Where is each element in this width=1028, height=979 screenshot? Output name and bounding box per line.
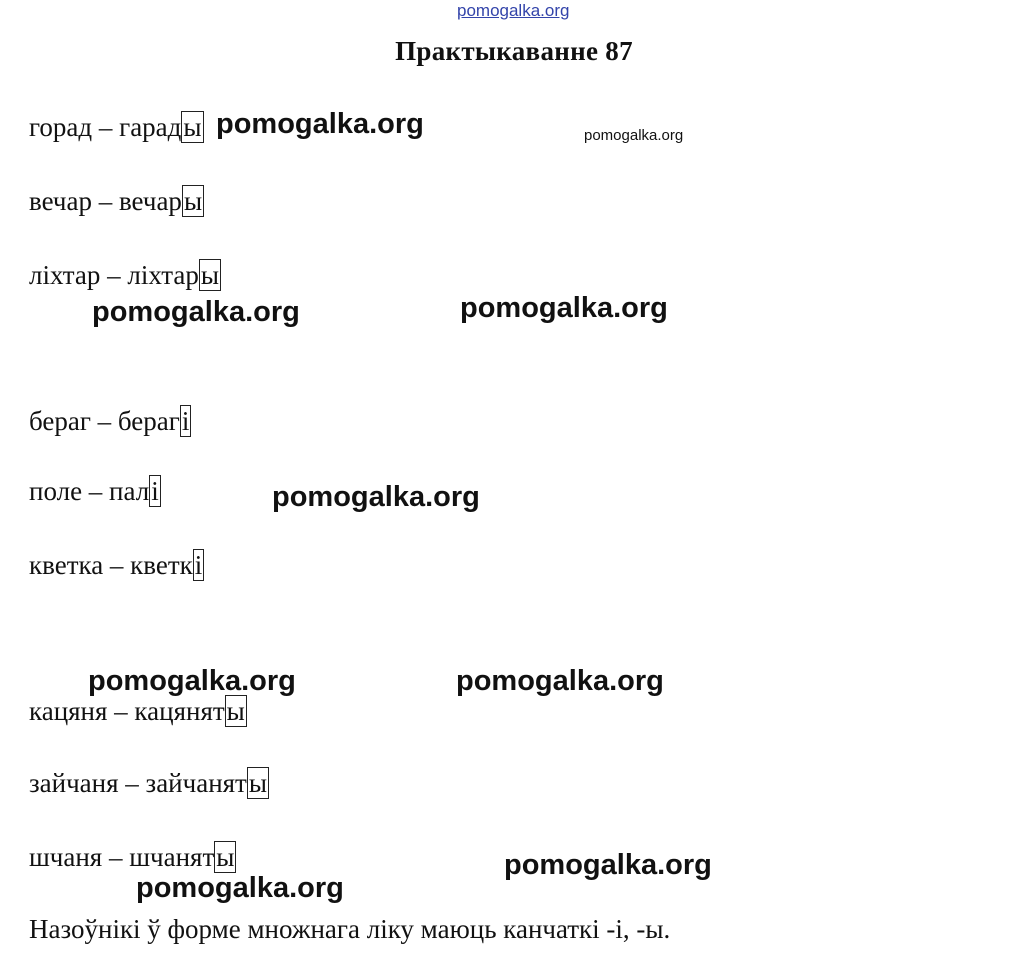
conclusion-text: Назоўнікі ў форме множнага ліку маюць канчаткі -і, -ы.: [29, 914, 671, 944]
word-pair-row: [29, 258, 221, 292]
ending-box: ы: [216, 842, 235, 872]
ending-box: ы: [200, 260, 219, 290]
word-pair-text: вечар – вечар: [29, 186, 182, 216]
site-link[interactable]: pomogalka.org: [457, 1, 570, 20]
page-title: Практыкаванне 87: [395, 36, 633, 66]
word-pair-text: кветка – кветк: [29, 550, 193, 580]
ending-box: ы: [183, 186, 203, 216]
word-pair-stem: бераг – бераг: [29, 406, 180, 436]
ending-box: ы: [183, 112, 202, 142]
word-pair-row: [29, 184, 204, 218]
word-pair-row: [29, 404, 191, 438]
watermark: pomogalka.org: [272, 481, 480, 513]
word-pair-text: ліхтар – ліхтар: [29, 260, 199, 290]
watermark: pomogalka.org: [216, 108, 424, 140]
watermark: pomogalka.org: [504, 849, 712, 881]
word-pair-row: [29, 548, 204, 582]
watermark: pomogalka.org: [136, 872, 344, 904]
word-pair-row: [29, 694, 247, 728]
ending-box: і: [151, 476, 159, 506]
ending-box: ы: [226, 696, 245, 726]
ending-box: ы: [248, 768, 267, 798]
watermark: pomogalka.org: [92, 296, 300, 328]
word-pair-row: [29, 474, 161, 508]
watermark: pomogalka.org: [460, 292, 668, 324]
word-pair-text: зайчаня – зайчанят: [29, 768, 247, 798]
watermark-small: pomogalka.org: [584, 127, 684, 144]
word-pair-row: [29, 840, 236, 874]
word-pair-text: [29, 406, 191, 436]
word-pair-row: [29, 766, 269, 800]
ending-box: і: [194, 550, 203, 580]
word-pair-text: поле – пал: [29, 476, 150, 506]
ending-box: і: [181, 406, 190, 436]
word-pair-text: шчаня – шчанят: [29, 842, 215, 872]
word-pair-text: горад – гарад: [29, 112, 182, 142]
watermark: pomogalka.org: [456, 665, 664, 697]
word-pair-text: кацяня – кацянят: [29, 696, 225, 726]
word-pair-row: [29, 110, 204, 144]
watermark: pomogalka.org: [88, 665, 296, 697]
